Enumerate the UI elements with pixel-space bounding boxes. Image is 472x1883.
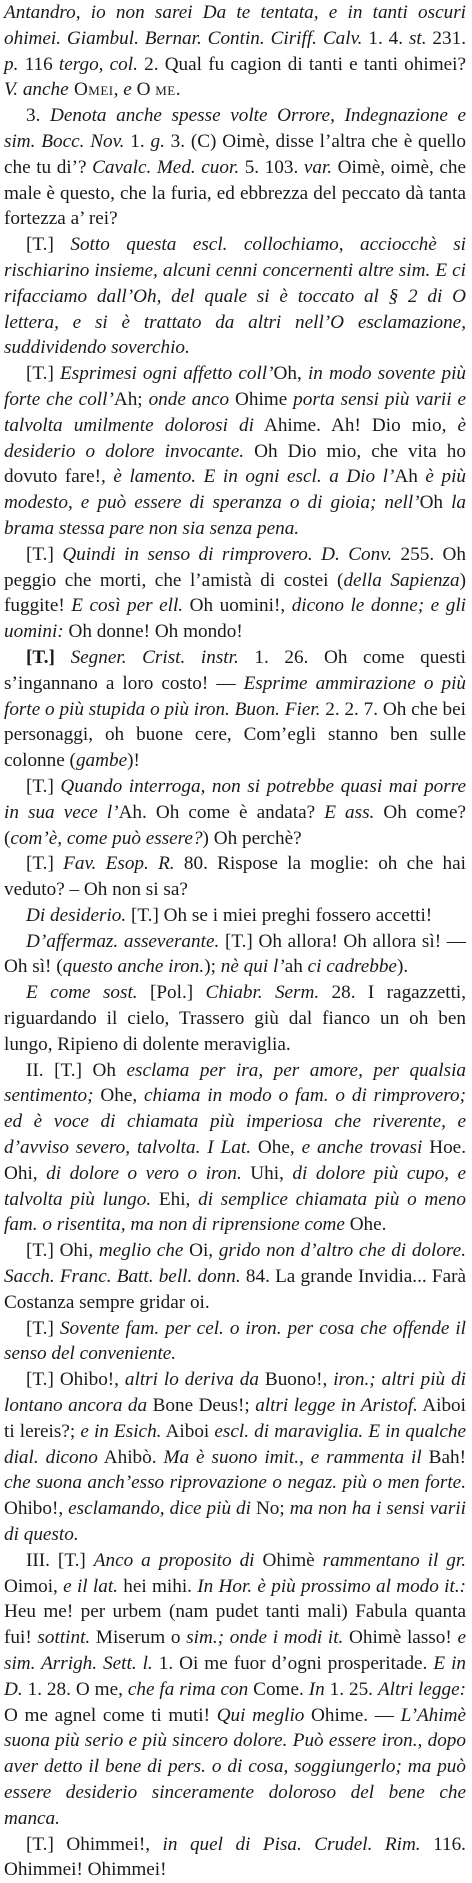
italic-text: Anco a proposito di: [93, 1549, 255, 1571]
text-run: 80. Rispose la moglie: oh che hai veduto? – Oh non si sa?: [4, 853, 466, 901]
italic-text: sottint.: [37, 1627, 91, 1649]
text-run: Oh Dio mio, che vita ho dovuto fare!,: [4, 440, 466, 488]
text-run: );: [204, 956, 221, 978]
italic-text: Quando interroga, non si potrebbe quasi mai porre in sua vece l’: [4, 775, 466, 823]
entry-paragraph: [4, 1238, 466, 1315]
text-run: 1. 26. Oh come questi s’ingannano a loro costo! —: [4, 646, 467, 694]
italic-text: escl. di maraviglia. E in qualche dial. dicono: [4, 1420, 466, 1468]
text-run: 2. Qual fu cagion di tanti e tanti ohimei?: [137, 53, 466, 75]
text-run: [T.] Ohi,: [26, 1240, 99, 1262]
text-run: [T.]: [26, 234, 71, 256]
italic-text: Qui meglio: [216, 1704, 305, 1726]
entry-paragraph: [4, 929, 466, 981]
italic-text: var.: [303, 156, 333, 178]
italic-text: iron.; altri più di lontano ancora da: [4, 1369, 466, 1417]
entry-paragraph: [4, 361, 466, 542]
entry-paragraph: [4, 903, 466, 929]
text-run: [T.]: [26, 775, 61, 797]
entry-paragraph: [4, 542, 466, 645]
italic-text: dicono le donne; e gli uomini:: [4, 595, 466, 643]
text-run: 255. Oh peggio che morti, che l’amistà di costei (: [4, 543, 467, 591]
entry-paragraph: [4, 1832, 466, 1883]
text-run: Ohimè lasso!: [343, 1627, 458, 1649]
italic-text: Esprimesi ogni affetto coll’: [60, 363, 274, 385]
italic-text: altri legge in Aristof.: [255, 1395, 418, 1417]
italic-text: V. anche: [4, 79, 69, 101]
italic-text: è desiderio o dolore invocante.: [4, 414, 467, 462]
italic-text: è più modesto, e può essere di speranza o di gioia; nell’: [4, 466, 466, 514]
text-run: .: [175, 79, 181, 101]
italic-text: e sim. Arrigh. Sett. l.: [4, 1627, 466, 1674]
text-run: Ohe,: [93, 1085, 144, 1107]
text-run: 1. 4.: [362, 27, 409, 49]
text-run: [T.]: [26, 363, 61, 385]
text-run: Oh uomini!,: [183, 595, 292, 617]
text-run: Oh: [419, 492, 452, 514]
italic-text: L’Ahimè suona più serio e più sincero dolore. Può essere iron., dopo aver detto il bene di pers. o di cosa, soggiungerlo; ma può essere desiderio sinceramente doloroso del bene che manca.: [4, 1704, 466, 1829]
text-run: [T.] Oh se i miei preghi fossero accetti!: [126, 904, 433, 926]
text-run: Oimè, oimè, che male è questo, che la furia, ed ebbrezza del peccato dà tanta fortezza a’ rei?: [4, 156, 467, 230]
italic-text: Altri legge:: [377, 1678, 467, 1700]
text-run: ah: [284, 956, 303, 978]
text-run: ) Oh perchè?: [202, 827, 302, 849]
text-run: Oh,: [273, 363, 308, 385]
text-run: 1.: [124, 130, 151, 152]
text-run: ) fuggite!: [4, 569, 467, 617]
italic-text: è lamento. E in ogni escl. a Dio l’: [113, 466, 395, 488]
text-run: [Pol.]: [137, 982, 206, 1004]
italic-text: la brama stessa pare non sia senza pena.: [4, 492, 467, 539]
entry-paragraph: [4, 774, 466, 851]
text-run: Oh come? (: [4, 801, 466, 849]
italic-text: e anche trovasi: [301, 1137, 423, 1159]
italic-text: nè qui l’: [220, 956, 285, 978]
text-run: Miserum o: [90, 1627, 187, 1649]
text-run: hei mihi.: [117, 1575, 198, 1597]
text-run: Ah;: [113, 388, 149, 410]
text-run: 1. 25.: [324, 1678, 378, 1700]
italic-text: di dolore più cupo, e talvolta più lungo.: [4, 1162, 467, 1210]
italic-text: meglio che: [98, 1240, 184, 1262]
text-run: Heu me! per urbem (nam pudet tanti mali) Fabula quanta fui!: [4, 1601, 466, 1649]
italic-text: Fav. Esop. R.: [63, 853, 175, 875]
italic-text: E ass.: [324, 801, 375, 823]
entry-paragraph: [4, 0, 466, 103]
italic-text: porta sensi più varii e talvolta umilmente dolorosi di: [4, 388, 466, 436]
small-caps-text: Omei: [68, 79, 114, 101]
italic-text: Denota anche spesse volte Orrore, Indegnazione e sim. Bocc. Nov.: [4, 105, 466, 152]
entry-paragraph: [4, 1316, 466, 1368]
text-run: Ahime. Ah! Dio mio,: [253, 414, 458, 436]
italic-text: Esprime ammirazione o più forte o più stupida o più iron. Buon. Fier.: [4, 672, 466, 720]
text-run: )!: [127, 750, 140, 772]
text-run: O me agnel come ti muti!: [4, 1704, 217, 1726]
italic-text: in modo sovente più forte che coll’: [4, 363, 466, 410]
italic-text: g.: [150, 130, 165, 152]
text-run: 84. La grande Invidia... Farà Costanza sempre gridar oi.: [4, 1266, 466, 1313]
entry-paragraph: [4, 103, 466, 232]
italic-text: Giambul. Bernar. Contin. Ciriff. Calv.: [66, 27, 363, 49]
text-run: Buono!,: [258, 1369, 334, 1391]
text-run: [T.]: [26, 1317, 60, 1339]
entry-paragraph: [4, 1058, 466, 1239]
italic-text: sim.; onde i modi it.: [186, 1627, 344, 1649]
italic-text: ci cadrebbe: [302, 956, 397, 978]
text-run: 3. (C) Oimè, disse l’altra che è quello che tu di’?: [4, 130, 466, 178]
text-run: Hoe. Ohi,: [4, 1137, 466, 1184]
text-run: Ohimè: [254, 1549, 323, 1571]
italic-text: e: [123, 79, 132, 101]
text-run: [T.]: [26, 646, 71, 668]
small-caps-text: me: [155, 79, 176, 101]
text-run: [T.]: [26, 543, 63, 565]
italic-text: Di desiderio.: [26, 904, 127, 926]
italic-text: rammentano il gr.: [322, 1549, 467, 1571]
text-run: 116: [18, 53, 59, 75]
italic-text: onde anco: [148, 388, 230, 410]
text-run: Aiboi ti lereis?;: [4, 1395, 466, 1442]
text-run: ,: [113, 79, 124, 101]
text-run: 116. Ohimmei! Ohimmei!: [4, 1833, 466, 1881]
text-run: Come.: [248, 1678, 309, 1700]
entry-paragraph: [4, 980, 466, 1057]
text-run: Ohe.: [344, 1214, 387, 1236]
italic-text: Sovente fam. per cel. o iron. per cosa che offende il senso del conveniente.: [4, 1317, 466, 1365]
text-run: 1. 28. O me,: [22, 1678, 128, 1700]
italic-text: Cavalc. Med. cuor.: [92, 156, 240, 178]
italic-text: e il lat.: [63, 1575, 118, 1597]
dictionary-page: [4, 0, 466, 1883]
text-run: 3.: [26, 105, 51, 127]
italic-text: di dolore o vero o iron.: [46, 1162, 242, 1184]
text-run: 5. 103.: [239, 156, 304, 178]
text-run: Oi,: [183, 1240, 219, 1262]
text-run: Ah: [394, 466, 426, 488]
italic-text: e in Esich.: [80, 1420, 162, 1442]
entry-paragraph: [4, 1548, 466, 1832]
italic-text: questo anche iron.: [62, 956, 205, 978]
text-run: [T.] Ohimmei!,: [26, 1833, 163, 1855]
entry-paragraph: [4, 1367, 466, 1548]
italic-text: E in D.: [4, 1653, 466, 1700]
text-run: Ohime. —: [304, 1704, 401, 1726]
text-run: 1. Oi me fuor d’ogni prosperitade.: [152, 1653, 434, 1674]
text-run: 231.: [426, 27, 467, 49]
italic-text: Antandro, io non sarei Da te tentata, e in tanti oscuri ohimei.: [4, 2, 466, 49]
text-run: III. [T.]: [26, 1549, 94, 1571]
italic-text: E come sost.: [26, 982, 138, 1004]
text-run: 28. I ragazzetti, riguardando il cielo, Trassero giù dal fianco un oh ben lungo, Ripieno di dolente meraviglia.: [4, 982, 467, 1055]
italic-text: gambe: [75, 750, 128, 772]
text-run: Ohibo!,: [4, 1498, 69, 1520]
text-run: [T.] Oh allora! Oh allora sì! — Oh sì! (: [4, 930, 466, 978]
text-run: Ehi,: [151, 1188, 199, 1210]
italic-text: p.: [4, 53, 19, 75]
italic-text: tergo, col.: [58, 53, 138, 75]
italic-text: grido non d’altro che di dolore. Sacch. Franc. Batt. bell. donn.: [4, 1240, 466, 1288]
italic-text: st.: [408, 27, 427, 49]
text-run: Ohime: [229, 388, 294, 410]
italic-text: Ma è suono imit., e rammenta il: [163, 1446, 422, 1468]
italic-text: che suona anch’esso riprovazione o negaz. più o men forte.: [4, 1472, 466, 1494]
italic-text: della Sapienza: [343, 569, 460, 591]
text-run: Oh donne! Oh mondo!: [63, 621, 243, 643]
italic-text: esclamando, dice più di: [68, 1498, 251, 1520]
text-run: ).: [396, 956, 409, 978]
italic-text: che fa rima con: [127, 1678, 249, 1700]
entry-paragraph: [4, 645, 466, 774]
italic-text: Chiabr. Serm.: [205, 982, 320, 1004]
italic-text: Segner. Crist. instr.: [70, 646, 239, 668]
text-run: Oimoi,: [4, 1575, 64, 1597]
text-run: [T.] Ohibo!,: [26, 1369, 125, 1391]
text-run: Ahibò.: [97, 1446, 164, 1468]
italic-text: altri lo deriva da: [124, 1369, 259, 1391]
text-run: 2. 2. 7. Oh che bei personaggi, oh buone cere, Com’egli stanno ben sulle colonne (: [4, 698, 466, 772]
italic-text: E così per ell.: [71, 595, 184, 617]
italic-text: Sotto questa escl. collochiamo, acciocchè si rischiarino insieme, alcuni cenni concernenti altre sim. E ci rifacciamo dall’Oh, del quale si è toccato al § 2 di O lettera, e si è trattato da altri nell’O esclamazione, suddividendo soverchio.: [4, 234, 466, 359]
italic-text: D’affermaz. asseverante.: [26, 930, 220, 952]
entry-paragraph: [4, 851, 466, 903]
italic-text: Quindi in senso di rimprovero. D. Conv.: [62, 543, 393, 565]
italic-text: di semplice chiamata più o meno fam. o risentita, ma non di riprensione come: [4, 1188, 466, 1236]
italic-text: esclama per ira, per amore, per qualsia sentimento;: [4, 1059, 466, 1107]
text-run: Aiboi: [161, 1420, 215, 1442]
text-run: [T.]: [26, 853, 64, 875]
text-run: Uhi,: [241, 1162, 293, 1184]
italic-text: In: [308, 1678, 325, 1700]
italic-text: in quel di Pisa. Crudel. Rim.: [162, 1833, 421, 1855]
entry-paragraph: [4, 232, 466, 361]
italic-text: In Hor. è più prossimo al modo it.:: [197, 1575, 467, 1597]
italic-text: ma non ha i sensi varii di questo.: [4, 1498, 466, 1546]
text-run: Ah. Oh come è andata?: [118, 801, 325, 823]
text-run: O: [131, 79, 156, 101]
text-run: Bah!: [421, 1446, 466, 1468]
text-run: No;: [250, 1498, 290, 1520]
italic-text: chiama in modo o fam. o di rimprovero; ed è voce di chiamata più imperiosa che riverente, e d’avviso severo, talvolta. I Lat.: [4, 1085, 466, 1159]
text-run: Bone Deus!;: [147, 1395, 256, 1417]
text-run: II. [T.] Oh: [26, 1059, 127, 1081]
text-run: Ohe,: [251, 1137, 302, 1159]
italic-text: com’è, come può essere?: [10, 827, 203, 849]
